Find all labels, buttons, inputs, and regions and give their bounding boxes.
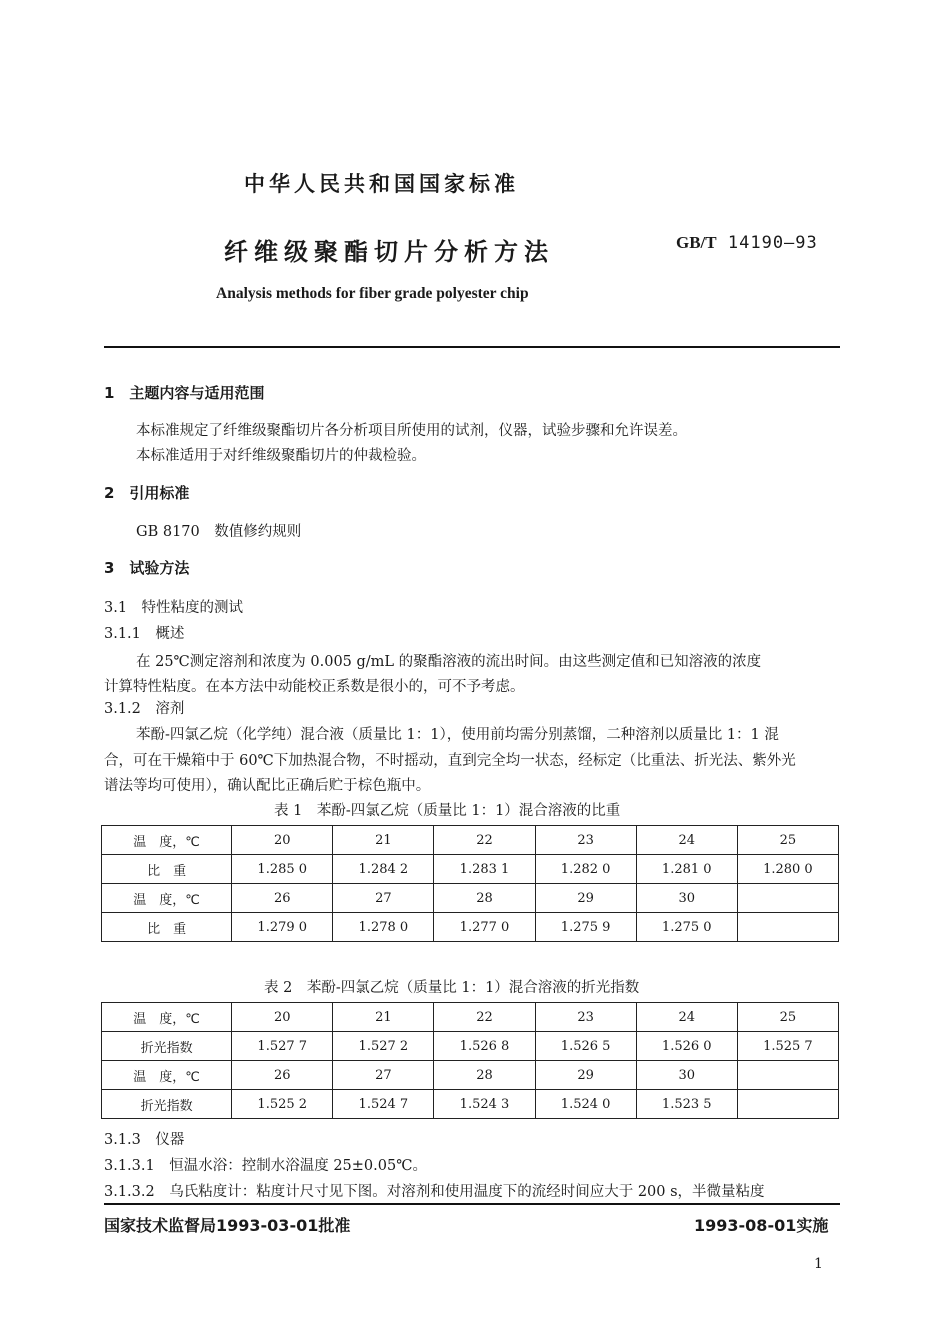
table-cell: 1.524 7 — [333, 1090, 434, 1119]
table-cell: 23 — [535, 1003, 636, 1032]
solvent-line-3: 谱法等均可使用），确认配比正确后贮于棕色瓶中。 — [104, 778, 431, 794]
table-row — [102, 1090, 839, 1119]
table-cell: 1.280 0 — [737, 855, 838, 884]
refractive-index-label: 折光指数 — [102, 1032, 232, 1061]
table-row — [102, 1003, 839, 1032]
table-cell: 1.279 0 — [232, 913, 333, 942]
table-row — [102, 1061, 839, 1090]
specific-gravity-table — [101, 825, 839, 942]
english-title: Analysis methods for fiber grade polyester chip — [216, 285, 529, 302]
implementation-date: 1993-08-01实施 — [694, 1216, 829, 1235]
table-cell: 20 — [232, 826, 333, 855]
subsection-3-1-1-heading: 3.1.1 概述 — [104, 626, 185, 642]
table-cell: 22 — [434, 826, 535, 855]
table-cell: 28 — [434, 884, 535, 913]
table-row — [102, 826, 839, 855]
subsection-3-1-3-1: 3.1.3.1 恒温水浴：控制水浴温度 25±0.05℃。 — [104, 1158, 427, 1174]
temperature-label: 温 度，℃ — [102, 1061, 232, 1090]
table-cell: 30 — [636, 884, 737, 913]
table-cell — [737, 1061, 838, 1090]
section-2-heading: 2 引用标准 — [104, 484, 190, 502]
table-1-caption: 表 1 苯酚-四氯乙烷（质量比 1：1）混合溶液的比重 — [274, 803, 621, 819]
table-cell: 1.525 2 — [232, 1090, 333, 1119]
page-number: 1 — [814, 1256, 823, 1272]
refractive-index-label: 折光指数 — [102, 1090, 232, 1119]
table-cell: 1.525 7 — [737, 1032, 838, 1061]
table-cell: 1.281 0 — [636, 855, 737, 884]
table-cell: 1.278 0 — [333, 913, 434, 942]
table-row — [102, 884, 839, 913]
table-cell: 28 — [434, 1061, 535, 1090]
table-cell: 1.277 0 — [434, 913, 535, 942]
table-cell: 1.523 5 — [636, 1090, 737, 1119]
table-cell: 1.526 0 — [636, 1032, 737, 1061]
temperature-label: 温 度，℃ — [102, 884, 232, 913]
subsection-3-1-3-2: 3.1.3.2 乌氏粘度计：粘度计尺寸见下图。对溶剂和使用温度下的流经时间应大于 200 s，半微量粘度 — [104, 1184, 765, 1200]
table-cell: 24 — [636, 826, 737, 855]
table-cell: 27 — [333, 884, 434, 913]
table-cell: 26 — [232, 1061, 333, 1090]
normative-reference: GB 8170 数值修约规则 — [136, 524, 302, 540]
solvent-line-2: 合，可在干燥箱中于 60℃下加热混合物，不时摇动，直到完全均一状态，经标定（比重法、折光法、紫外光 — [104, 753, 796, 769]
table-cell: 30 — [636, 1061, 737, 1090]
approval-date: 国家技术监督局1993-03-01批准 — [104, 1216, 351, 1235]
table-cell: 1.275 9 — [535, 913, 636, 942]
table-row — [102, 1032, 839, 1061]
table-cell: 21 — [333, 826, 434, 855]
table-cell: 1.524 3 — [434, 1090, 535, 1119]
issuing-body-title: 中华人民共和国国家标准 — [244, 172, 519, 196]
table-cell: 1.527 2 — [333, 1032, 434, 1061]
subsection-3-1-3-heading: 3.1.3 仪器 — [104, 1132, 185, 1148]
standard-code-prefix: GB/T — [676, 233, 717, 252]
subsection-3-1-heading: 3.1 特性粘度的测试 — [104, 600, 244, 616]
table-cell: 25 — [737, 1003, 838, 1032]
table-cell: 1.275 0 — [636, 913, 737, 942]
standard-title: 纤维级聚酯切片分析方法 — [224, 238, 554, 266]
subsection-3-1-2-heading: 3.1.2 溶剂 — [104, 701, 185, 717]
table-cell — [737, 1090, 838, 1119]
footer-rule — [104, 1203, 840, 1205]
section-1-heading: 1 主题内容与适用范围 — [104, 384, 265, 402]
table-cell: 29 — [535, 884, 636, 913]
solvent-line-1: 苯酚-四氯乙烷（化学纯）混合液（质量比 1：1），使用前均需分别蒸馏，二种溶剂以质量比 1：1 混 — [136, 727, 779, 743]
standard-code — [676, 233, 818, 253]
table-2-caption: 表 2 苯酚-四氯乙烷（质量比 1：1）混合溶液的折光指数 — [264, 980, 640, 996]
table-cell: 21 — [333, 1003, 434, 1032]
table-cell: 20 — [232, 1003, 333, 1032]
table-cell: 1.526 5 — [535, 1032, 636, 1061]
table-cell: 1.282 0 — [535, 855, 636, 884]
table-cell: 26 — [232, 884, 333, 913]
refractive-index-table — [101, 1002, 839, 1119]
section-1-para-2: 本标准适用于对纤维级聚酯切片的仲裁检验。 — [136, 448, 426, 464]
table-row — [102, 855, 839, 884]
table-cell: 22 — [434, 1003, 535, 1032]
specific-gravity-label: 比 重 — [102, 913, 232, 942]
table-cell: 25 — [737, 826, 838, 855]
temperature-label: 温 度，℃ — [102, 826, 232, 855]
table-cell: 29 — [535, 1061, 636, 1090]
standard-code-number: 14190—93 — [727, 233, 818, 253]
table-cell: 24 — [636, 1003, 737, 1032]
table-cell: 1.524 0 — [535, 1090, 636, 1119]
overview-line-1: 在 25℃测定溶剂和浓度为 0.005 g/mL 的聚酯溶液的流出时间。由这些测定值和已知溶液的浓度 — [136, 654, 762, 670]
table-cell — [737, 913, 838, 942]
section-3-heading: 3 试验方法 — [104, 559, 190, 577]
table-cell: 1.526 8 — [434, 1032, 535, 1061]
specific-gravity-label: 比 重 — [102, 855, 232, 884]
table-cell: 27 — [333, 1061, 434, 1090]
temperature-label: 温 度，℃ — [102, 1003, 232, 1032]
table-cell: 1.527 7 — [232, 1032, 333, 1061]
header-rule — [104, 346, 840, 348]
section-1-para-1: 本标准规定了纤维级聚酯切片各分析项目所使用的试剂，仪器，试验步骤和允许误差。 — [136, 423, 687, 439]
table-cell — [737, 884, 838, 913]
overview-line-2: 计算特性粘度。在本方法中动能校正系数是很小的，可不予考虑。 — [104, 679, 525, 695]
table-cell: 1.283 1 — [434, 855, 535, 884]
table-row — [102, 913, 839, 942]
table-cell: 1.285 0 — [232, 855, 333, 884]
table-cell: 1.284 2 — [333, 855, 434, 884]
table-cell: 23 — [535, 826, 636, 855]
